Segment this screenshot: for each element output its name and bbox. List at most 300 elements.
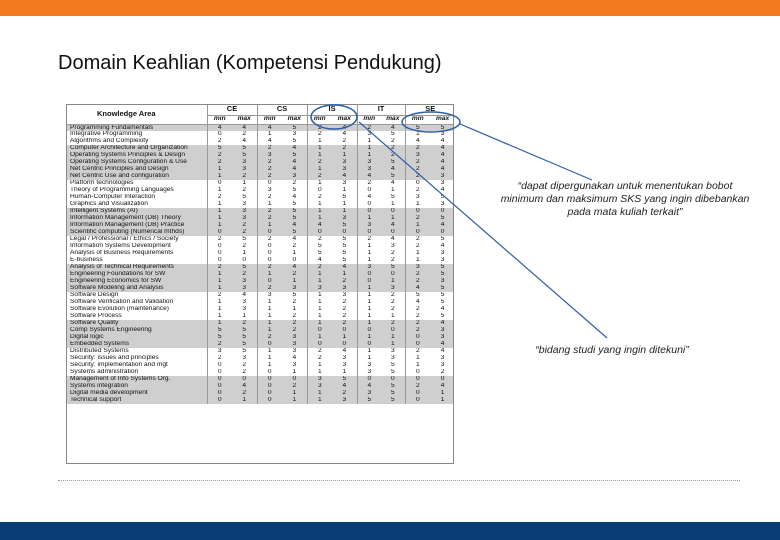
knowledge-area-name: Systems integration [67,383,207,390]
max-value-cell: 5 [232,334,257,341]
min-value-cell: 2 [307,264,332,271]
max-value-cell: 2 [332,299,357,306]
max-value-cell: 4 [430,138,454,145]
knowledge-area-name: Operating Systems Configuration & Use [67,159,207,166]
max-value-cell: 3 [232,278,257,285]
min-value-cell: 0 [207,383,232,390]
max-value-cell: 1 [282,369,307,376]
max-value-cell: 4 [430,320,454,327]
min-value-cell: 0 [357,201,381,208]
max-value-cell: 2 [381,145,405,152]
min-value-cell: 1 [257,131,282,138]
knowledge-area-name: Algorithms and Complexity [67,138,207,145]
min-value-cell: 3 [405,194,430,201]
min-value-cell: 2 [307,131,332,138]
min-value-cell: 1 [207,313,232,320]
max-value-cell: 2 [282,243,307,250]
min-value-cell: 2 [405,236,430,243]
min-value-cell: 1 [357,313,381,320]
max-value-cell: 0 [381,229,405,236]
max-value-cell: 5 [332,257,357,264]
min-value-cell: 4 [307,257,332,264]
max-value-cell: 2 [232,131,257,138]
max-value-cell: 2 [282,313,307,320]
max-value-cell: 3 [282,131,307,138]
min-value-cell: 2 [405,187,430,194]
knowledge-area-name: Computer Architecture and Organization [67,145,207,152]
max-value-cell: 4 [381,222,405,229]
min-value-cell: 0 [357,341,381,348]
max-value-cell: 5 [430,236,454,243]
max-value-cell: 4 [430,187,454,194]
min-value-cell: 1 [207,222,232,229]
knowledge-area-name: Management of Info Systems Org. [67,376,207,383]
min-value-cell: 2 [307,159,332,166]
min-value-cell: 3 [357,159,381,166]
max-value-cell: 1 [232,397,257,404]
max-value-cell: 0 [381,327,405,334]
min-value-cell: 1 [357,299,381,306]
max-value-cell: 2 [381,320,405,327]
min-value-cell: 3 [357,390,381,397]
max-value-cell: 4 [232,124,257,131]
pointer-line-is [359,122,607,338]
min-value-cell: 0 [207,180,232,187]
max-value-cell: 3 [232,355,257,362]
max-value-cell: 2 [232,271,257,278]
min-value-cell: 1 [207,285,232,292]
max-value-cell: 2 [232,229,257,236]
min-value-cell: 5 [405,124,430,131]
max-value-cell: 5 [381,362,405,369]
min-value-cell: 1 [207,208,232,215]
min-value-cell: 0 [357,327,381,334]
min-value-cell: 1 [307,299,332,306]
min-value-cell: 2 [405,306,430,313]
max-value-cell: 3 [332,166,357,173]
max-value-cell: 1 [282,397,307,404]
min-value-cell: 1 [307,320,332,327]
knowledge-area-name: Analysis of Business Requirements [67,250,207,257]
knowledge-area-name: Engineering Foundations for SW [67,271,207,278]
annotation-sks-weight: “dapat dipergunakan untuk menentukan bobot minimum dan maksimum SKS yang ingin dibebankan pada mata kuliah terkait” [500,180,750,218]
knowledge-area-name: Scientific computing (Numerical mthds) [67,229,207,236]
max-header: max [381,115,405,124]
max-value-cell: 2 [332,320,357,327]
min-value-cell: 2 [207,152,232,159]
max-value-cell: 3 [332,285,357,292]
min-value-cell: 1 [307,145,332,152]
max-value-cell: 3 [430,180,454,187]
max-value-cell: 4 [381,180,405,187]
min-value-cell: 0 [257,369,282,376]
max-value-cell: 5 [381,131,405,138]
knowledge-area-name: Platform technologies [67,180,207,187]
min-value-cell: 1 [207,187,232,194]
max-value-cell: 5 [430,313,454,320]
max-value-cell: 5 [232,145,257,152]
group-header-is: IS [307,105,357,115]
min-value-cell: 1 [405,362,430,369]
min-value-cell: 0 [207,376,232,383]
min-value-cell: 2 [405,159,430,166]
max-value-cell: 3 [430,257,454,264]
max-value-cell: 4 [282,264,307,271]
min-value-cell: 2 [257,334,282,341]
min-value-cell: 0 [307,229,332,236]
min-value-cell: 1 [357,257,381,264]
knowledge-area-name: Comp Systems Engineering [67,327,207,334]
min-value-cell: 1 [357,334,381,341]
min-value-cell: 0 [257,243,282,250]
max-value-cell: 3 [430,362,454,369]
min-value-cell: 0 [405,369,430,376]
max-value-cell: 2 [332,306,357,313]
knowledge-area-name: Information Management (DB) Practice [67,222,207,229]
pointer-line-se [460,124,592,180]
max-value-cell: 2 [381,250,405,257]
min-value-cell: 2 [207,355,232,362]
max-value-cell: 1 [332,334,357,341]
max-value-cell: 3 [430,355,454,362]
max-value-cell: 4 [430,159,454,166]
min-value-cell: 2 [405,271,430,278]
bottom-accent-bar [0,522,780,540]
min-value-cell: 1 [357,355,381,362]
min-value-cell: 2 [405,313,430,320]
min-value-cell: 3 [357,166,381,173]
max-value-cell: 2 [232,243,257,250]
knowledge-area-name: Software Design [67,292,207,299]
max-value-cell: 2 [282,327,307,334]
min-value-cell: 5 [307,250,332,257]
min-value-cell: 1 [307,166,332,173]
max-header: max [332,115,357,124]
min-value-cell: 2 [405,327,430,334]
max-value-cell: 3 [381,285,405,292]
knowledge-area-name: Operating Systems Principles & Design [67,152,207,159]
min-value-cell: 1 [307,215,332,222]
max-value-cell: 2 [282,299,307,306]
min-value-cell: 1 [357,145,381,152]
min-value-cell: 0 [257,278,282,285]
max-value-cell: 0 [282,376,307,383]
min-value-cell: 4 [405,285,430,292]
max-value-cell: 3 [232,201,257,208]
max-value-cell: 5 [232,348,257,355]
max-value-cell: 5 [381,194,405,201]
min-value-cell: 0 [405,229,430,236]
min-value-cell: 4 [257,124,282,131]
min-value-cell: 3 [207,348,232,355]
knowledge-area-name: Information Systems Development [67,243,207,250]
group-header-ce: CE [207,105,257,115]
min-value-cell: 0 [405,376,430,383]
knowledge-area-name: Integrative Programming [67,131,207,138]
max-value-cell: 2 [332,313,357,320]
min-value-cell: 1 [405,257,430,264]
min-value-cell: 1 [357,306,381,313]
min-value-cell: 0 [405,390,430,397]
max-value-cell: 5 [232,327,257,334]
max-value-cell: 0 [332,327,357,334]
max-value-cell: 5 [332,250,357,257]
max-value-cell: 3 [430,131,454,138]
max-value-cell: 5 [430,264,454,271]
min-value-cell: 4 [357,173,381,180]
max-value-cell: 5 [232,152,257,159]
max-value-cell: 4 [282,236,307,243]
max-value-cell: 3 [332,355,357,362]
min-value-cell: 4 [405,138,430,145]
max-value-cell: 1 [430,397,454,404]
group-header-it: IT [357,105,405,115]
min-value-cell: 3 [405,264,430,271]
max-value-cell: 4 [430,348,454,355]
min-value-cell: 1 [357,152,381,159]
knowledge-area-header: Knowledge Area [67,105,207,124]
min-value-cell: 3 [405,152,430,159]
min-header: min [357,115,381,124]
se-highlight-ellipse [402,112,460,132]
min-value-cell: 2 [257,264,282,271]
max-value-cell: 3 [332,159,357,166]
max-value-cell: 4 [430,306,454,313]
max-value-cell: 5 [282,124,307,131]
min-value-cell: 1 [307,138,332,145]
min-value-cell: 0 [257,257,282,264]
min-value-cell: 2 [405,278,430,285]
max-value-cell: 2 [381,292,405,299]
min-value-cell: 1 [357,138,381,145]
max-value-cell: 5 [332,194,357,201]
max-value-cell: 5 [282,292,307,299]
min-value-cell: 0 [405,397,430,404]
min-value-cell: 3 [257,187,282,194]
min-value-cell: 0 [257,397,282,404]
min-value-cell: 1 [357,348,381,355]
knowledge-area-name: Software Modeling and Analysis [67,285,207,292]
min-value-cell: 0 [257,390,282,397]
min-value-cell: 1 [257,222,282,229]
min-value-cell: 0 [307,327,332,334]
min-value-cell: 1 [307,313,332,320]
min-value-cell: 2 [405,320,430,327]
max-value-cell: 1 [381,341,405,348]
max-value-cell: 0 [430,376,454,383]
max-value-cell: 4 [232,383,257,390]
knowledge-area-name: Engineering Economics for SW [67,278,207,285]
max-value-cell: 3 [381,243,405,250]
max-value-cell: 2 [430,369,454,376]
min-value-cell: 0 [207,229,232,236]
max-value-cell: 5 [282,201,307,208]
max-value-cell: 5 [381,369,405,376]
max-value-cell: 3 [282,348,307,355]
min-value-cell: 1 [207,278,232,285]
knowledge-area-name: Software Process [67,313,207,320]
min-value-cell: 2 [307,124,332,131]
min-value-cell: 2 [405,145,430,152]
min-value-cell: 1 [307,152,332,159]
min-value-cell: 2 [207,159,232,166]
min-value-cell: 0 [307,341,332,348]
max-value-cell: 3 [282,173,307,180]
max-value-cell: 5 [332,222,357,229]
group-header-se: SE [405,105,454,115]
max-value-cell: 3 [332,215,357,222]
min-value-cell: 1 [207,166,232,173]
min-value-cell: 1 [307,292,332,299]
knowledge-area-name: Security: implementation and mgt [67,362,207,369]
max-value-cell: 3 [232,166,257,173]
min-value-cell: 0 [207,243,232,250]
max-value-cell: 2 [332,390,357,397]
min-value-cell: 0 [357,271,381,278]
min-value-cell: 0 [207,362,232,369]
max-value-cell: 0 [282,257,307,264]
min-value-cell: 2 [357,124,381,131]
max-value-cell: 3 [232,285,257,292]
min-value-cell: 1 [405,250,430,257]
max-value-cell: 2 [381,152,405,159]
max-value-cell: 3 [430,201,454,208]
max-value-cell: 3 [430,327,454,334]
min-value-cell: 1 [207,215,232,222]
knowledge-area-name: Systems administration [67,369,207,376]
knowledge-area-name: Net Centric Principles and Design [67,166,207,173]
max-value-cell: 4 [332,383,357,390]
min-value-cell: 4 [207,124,232,131]
min-value-cell: 3 [307,376,332,383]
max-value-cell: 2 [232,390,257,397]
max-value-cell: 5 [381,390,405,397]
min-value-cell: 2 [257,173,282,180]
min-value-cell: 3 [307,285,332,292]
max-value-cell: 1 [332,271,357,278]
min-value-cell: 1 [307,208,332,215]
max-value-cell: 4 [232,138,257,145]
min-value-cell: 1 [257,348,282,355]
min-value-cell: 2 [207,264,232,271]
max-value-cell: 1 [430,390,454,397]
min-value-cell: 1 [307,306,332,313]
min-value-cell: 3 [357,264,381,271]
min-value-cell: 0 [207,397,232,404]
knowledge-area-name: Digital media development [67,390,207,397]
max-value-cell: 4 [282,355,307,362]
knowledge-area-name: Intelligent Systems (AI) [67,208,207,215]
min-value-cell: 1 [207,306,232,313]
max-value-cell: 1 [282,278,307,285]
min-value-cell: 5 [307,243,332,250]
max-value-cell: 1 [282,390,307,397]
min-value-cell: 2 [207,138,232,145]
min-value-cell: 4 [405,299,430,306]
min-value-cell: 1 [257,355,282,362]
max-value-cell: 3 [232,215,257,222]
max-value-cell: 5 [282,152,307,159]
min-value-cell: 1 [257,299,282,306]
max-value-cell: 4 [332,348,357,355]
min-value-cell: 1 [257,320,282,327]
min-value-cell: 1 [207,271,232,278]
max-value-cell: 2 [282,383,307,390]
max-value-cell: 4 [332,131,357,138]
min-value-cell: 2 [257,166,282,173]
knowledge-area-name: Graphics and Visualization [67,201,207,208]
max-header: max [232,115,257,124]
max-value-cell: 1 [381,215,405,222]
min-value-cell: 1 [357,215,381,222]
min-value-cell: 2 [207,194,232,201]
max-value-cell: 2 [282,320,307,327]
bottom-divider [58,480,740,481]
min-value-cell: 5 [207,334,232,341]
min-value-cell: 2 [207,341,232,348]
max-value-cell: 1 [332,152,357,159]
min-value-cell: 0 [257,376,282,383]
min-value-cell: 2 [257,236,282,243]
max-value-cell: 4 [430,222,454,229]
min-value-cell: 1 [357,285,381,292]
min-value-cell: 0 [257,250,282,257]
max-value-cell: 5 [332,376,357,383]
max-value-cell: 0 [232,257,257,264]
group-header-cs: CS [257,105,307,115]
max-value-cell: 5 [332,243,357,250]
max-value-cell: 0 [381,376,405,383]
max-value-cell: 5 [232,264,257,271]
min-value-cell: 0 [207,390,232,397]
max-value-cell: 2 [332,138,357,145]
min-value-cell: 0 [405,180,430,187]
min-value-cell: 1 [257,362,282,369]
min-value-cell: 2 [257,194,282,201]
knowledge-area-name: Technical support [67,397,207,404]
max-value-cell: 4 [430,152,454,159]
min-value-cell: 2 [307,236,332,243]
max-value-cell: 1 [232,180,257,187]
max-value-cell: 0 [430,208,454,215]
min-value-cell: 1 [405,355,430,362]
knowledge-area-name: Human-Computer Interaction [67,194,207,201]
min-value-cell: 0 [357,187,381,194]
annotation-study-field: “bidang studi yang ingin ditekuni” [535,344,689,356]
max-value-cell: 5 [332,236,357,243]
max-value-cell: 1 [381,334,405,341]
max-value-cell: 5 [282,229,307,236]
min-value-cell: 3 [307,383,332,390]
min-value-cell: 1 [307,334,332,341]
max-value-cell: 1 [381,313,405,320]
min-value-cell: 2 [307,355,332,362]
min-value-cell: 2 [207,236,232,243]
min-value-cell: 2 [405,348,430,355]
max-value-cell: 3 [232,208,257,215]
max-value-cell: 4 [332,264,357,271]
max-value-cell: 3 [332,397,357,404]
max-value-cell: 4 [282,159,307,166]
min-value-cell: 0 [257,180,282,187]
min-value-cell: 1 [307,362,332,369]
max-value-cell: 1 [381,278,405,285]
min-value-cell: 1 [357,243,381,250]
max-value-cell: 3 [332,362,357,369]
max-value-cell: 3 [232,299,257,306]
max-value-cell: 3 [430,278,454,285]
max-value-cell: 0 [232,376,257,383]
